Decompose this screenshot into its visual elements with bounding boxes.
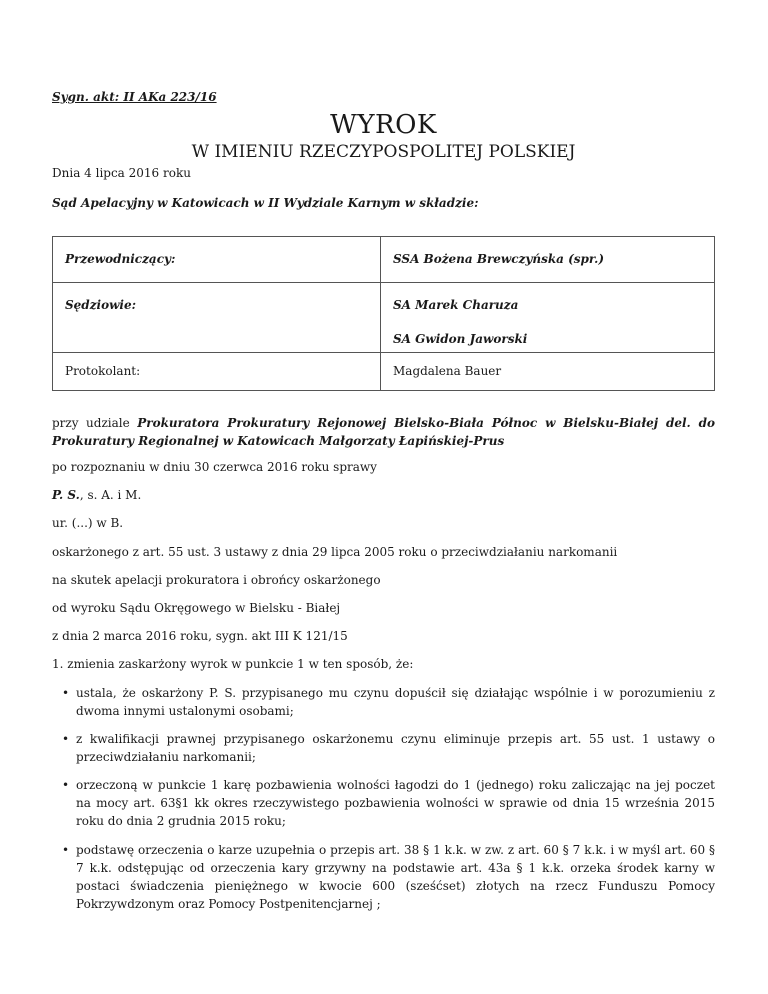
case-signature: Sygn. akt: II AKa 223/16 xyxy=(52,90,217,104)
prosecutor-paragraph xyxy=(52,414,715,450)
list-item: • z kwalifikacji prawnej przypisanego oskarżonemu czynu eliminuje przepis art. 55 ust. 1 ustawy o przeciwdziałaniu narkomanii; xyxy=(62,732,715,764)
list-item: • ustala, że oskarżony P. S. przypisanego mu czynu dopuścił się działając wspólnie i w porozumieniu z dwoma innymi ustalonymi osobami; xyxy=(62,686,715,718)
judge-2: SA Gwidon Jaworski xyxy=(393,332,528,346)
list-item: • orzeczoną w punkcie 1 karę pozbawienia wolności łagodzi do 1 (jednego) roku zaliczając na jej poczet na mocy art. 63§1 kk okres rzeczywistego pozbawienia wolności w sprawie od dnia 15 września 2015 roku do dnia 2 grudnia 2015 roku; xyxy=(62,778,715,828)
from-judgment-line: od wyroku Sądu Okręgowego w Bielsku - Białej xyxy=(52,601,341,615)
panel-table xyxy=(52,236,715,391)
judges-label: Sędziowie: xyxy=(65,298,137,312)
born-line: ur. (...) w B. xyxy=(52,516,124,530)
panel-row-clerk xyxy=(53,353,715,391)
point-1: 1. zmienia zaskarżony wyrok w punkcie 1 w ten sposób, że: xyxy=(52,657,414,671)
appeal-line: na skutek apelacji prokuratora i obrońcy oskarżonego xyxy=(52,573,381,587)
document-title: WYROK xyxy=(330,110,437,140)
judgment-date-line: z dnia 2 marca 2016 roku, sygn. akt III K 121/15 xyxy=(52,629,348,643)
charge-line: oskarżonego z art. 55 ust. 3 ustawy z dnia 29 lipca 2005 roku o przeciwdziałaniu narkomanii xyxy=(52,545,618,559)
prosecutor-intro: przy udziale xyxy=(52,416,130,430)
panel-row-chair xyxy=(53,237,715,283)
chair-value: SSA Bożena Brewczyńska (spr.) xyxy=(393,252,605,266)
judgment-date: Dnia 4 lipca 2016 roku xyxy=(52,166,191,180)
panel-row-judges xyxy=(53,283,715,353)
clerk-label: Protokolant: xyxy=(65,364,141,378)
chair-label: Przewodniczący: xyxy=(65,252,176,266)
judge-1: SA Marek Charuza xyxy=(393,298,519,312)
hearing-line: po rozpoznaniu w dniu 30 czerwca 2016 roku sprawy xyxy=(52,460,377,474)
list-item: • podstawę orzeczenia o karze uzupełnia o przepis art. 38 § 1 k.k. w zw. z art. 60 § 7 k.k. i w myśl art. 60 § 7 k.k. odstępując od orzeczenia kary grzywny na podstawie art. 43a § 1 k.k. orzeka środek karny w postaci świadczenia pieniężnego w kwocie 600 (sześćset) złotych na rzecz Funduszu Pomocy Pokrzywdzonym oraz Pomocy Postpenitencjarnej ; xyxy=(62,843,715,911)
court-composition: Sąd Apelacyjny w Katowicach w II Wydziale Karnym w składzie: xyxy=(52,196,479,210)
defendant-line xyxy=(52,488,141,502)
prosecutor-name: Prokuratora Prokuratury Rejonowej Bielsko-Biała Północ w Bielsku-Białej del. do Prokuratury Regionalnej w Katowicach Małgorzaty Łapińskiej-Prus xyxy=(52,416,715,448)
clerk-value: Magdalena Bauer xyxy=(393,364,502,378)
document-subtitle: W IMIENIU RZECZYPOSPOLITEJ POLSKIEJ xyxy=(191,142,576,162)
defendant-name: P. S. xyxy=(52,488,80,502)
defendant-parents: , s. A. i M. xyxy=(79,488,142,502)
